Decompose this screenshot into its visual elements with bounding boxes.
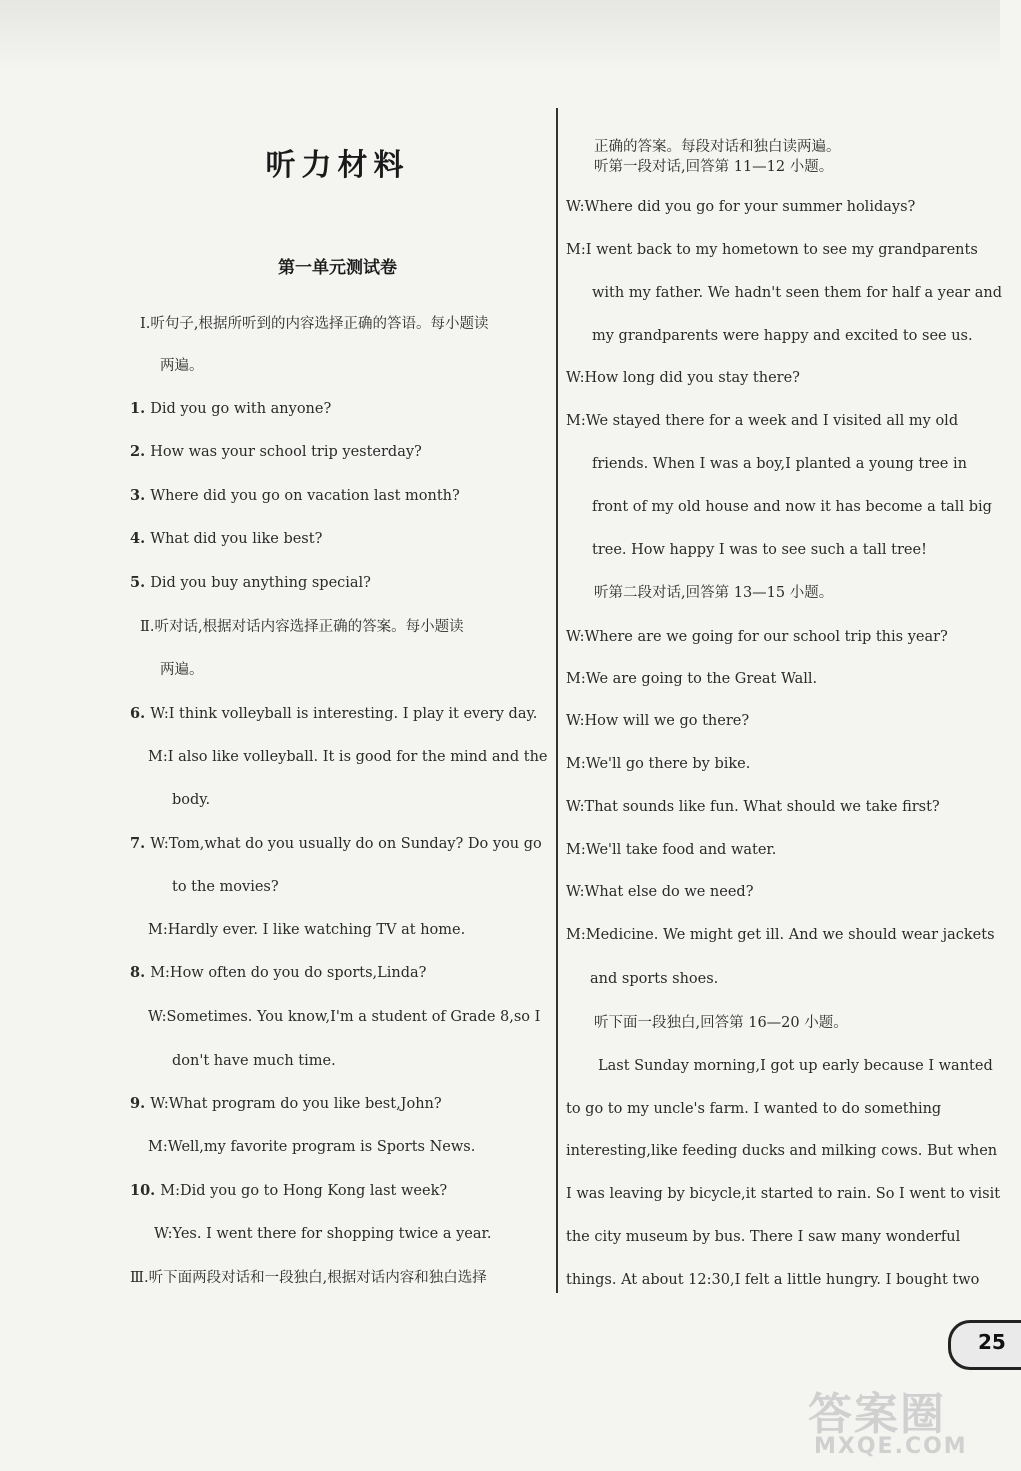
scan-top-edge (0, 0, 1000, 70)
question-number: 10. (130, 1182, 161, 1199)
question-number: 8. (130, 964, 151, 981)
line-text: W:What else do we need? (566, 884, 754, 900)
line-text: 两遍。 (160, 662, 204, 678)
line-text: 听第一段对话,回答第 11—12 小题。 (594, 159, 834, 175)
right-line (594, 583, 990, 603)
right-line (566, 840, 990, 860)
right-line (592, 326, 990, 346)
line-text: W:Sometimes. You know,I'm a student of Grade 8,so I (148, 1009, 541, 1025)
left-line (130, 963, 548, 983)
line-text: M:Hardly ever. I like watching TV at home. (148, 922, 466, 938)
line-text: W:Tom,what do you usually do on Sunday? Do you go (150, 836, 542, 852)
line-text: front of my old house and now it has become a tall big (592, 499, 992, 515)
question-number: 4. (130, 530, 151, 547)
left-line (130, 834, 548, 854)
left-line (148, 1007, 548, 1027)
line-text: W:I think volleyball is interesting. I play it every day. (150, 706, 538, 722)
right-line (566, 1184, 1001, 1204)
right-line (566, 411, 990, 431)
left-line (140, 617, 548, 637)
line-text: Last Sunday morning,I got up early because I wanted (598, 1058, 993, 1074)
line-text: Ⅲ.听下面两段对话和一段独白,根据对话内容和独白选择 (130, 1270, 487, 1286)
line-text: to the movies? (172, 879, 279, 895)
line-text: Ⅱ.听对话,根据对话内容选择正确的答案。每小题读 (140, 619, 464, 635)
line-text: 正确的答案。每段对话和独白读两遍。 (594, 139, 841, 155)
left-line (154, 1224, 548, 1244)
line-text: W:Where did you go for your summer holidays? (566, 199, 916, 215)
question-number: 5. (130, 574, 151, 591)
right-line (566, 240, 990, 260)
line-text: with my father. We hadn't seen them for half a year and (592, 285, 1002, 301)
question-number: 6. (130, 705, 151, 722)
right-line (566, 368, 990, 388)
left-line (172, 790, 548, 810)
right-line (592, 540, 990, 560)
right-line (566, 754, 990, 774)
right-line (566, 1227, 990, 1247)
line-text: interesting,like feeding ducks and milking cows. But when (566, 1143, 998, 1159)
right-line (592, 283, 1002, 303)
page-title: 听力材料 (265, 148, 410, 183)
line-text: W:Yes. I went there for shopping twice a year. (154, 1226, 492, 1242)
left-line (140, 314, 548, 334)
left-line (130, 529, 548, 549)
line-text: M:I went back to my hometown to see my grandparents (566, 242, 978, 258)
line-text: W:How long did you stay there? (566, 370, 800, 386)
right-line (566, 711, 990, 731)
line-text: Did you buy anything special? (150, 575, 371, 591)
right-line (566, 882, 990, 902)
line-text: 听第二段对话,回答第 13—15 小题。 (594, 585, 834, 601)
line-text: friends. When I was a boy,I planted a young tree in (592, 456, 967, 472)
line-text: body. (172, 792, 211, 808)
right-line (592, 497, 990, 517)
watermark-text: 答案圈 (808, 1389, 946, 1440)
line-text: W:How will we go there? (566, 713, 750, 729)
page-number: 25 (978, 1330, 1006, 1354)
question-number: 1. (130, 400, 151, 417)
line-text: M:We stayed there for a week and I visited all my old (566, 413, 959, 429)
line-text: things. At about 12:30,I felt a little hungry. I bought two (566, 1272, 980, 1288)
line-text: don't have much time. (172, 1053, 336, 1069)
line-text: M:Did you go to Hong Kong last week? (160, 1183, 448, 1199)
question-number: 3. (130, 487, 151, 504)
left-line (130, 573, 548, 593)
line-text: to go to my uncle's farm. I wanted to do something (566, 1101, 942, 1117)
line-text: I was leaving by bicycle,it started to rain. So I went to visit (566, 1186, 1001, 1202)
right-line (590, 969, 990, 989)
question-number: 9. (130, 1095, 151, 1112)
left-line (130, 486, 548, 506)
left-line (148, 1137, 548, 1157)
left-line (130, 399, 548, 419)
right-line (566, 925, 995, 945)
line-text: How was your school trip yesterday? (150, 444, 422, 460)
right-line (594, 157, 990, 177)
right-line (566, 1141, 998, 1161)
line-text: What did you like best? (150, 531, 323, 547)
line-text: M:How often do you do sports,Linda? (150, 965, 427, 981)
column-divider (556, 108, 558, 1293)
left-line (160, 660, 548, 680)
right-line (592, 454, 990, 474)
line-text: Where did you go on vacation last month? (150, 488, 460, 504)
line-text: tree. How happy I was to see such a tall tree! (592, 542, 927, 558)
line-text: M:We are going to the Great Wall. (566, 671, 818, 687)
line-text: M:We'll go there by bike. (566, 756, 751, 772)
right-line (566, 1270, 990, 1290)
left-line (130, 442, 548, 462)
right-line (566, 797, 990, 817)
right-line (566, 197, 990, 217)
watermark-logo (808, 1378, 998, 1468)
left-line (172, 877, 548, 897)
right-line (566, 669, 990, 689)
watermark-url: MXQE.COM (814, 1434, 968, 1459)
line-text: M:We'll take food and water. (566, 842, 777, 858)
line-text: 听下面一段独白,回答第 16—20 小题。 (594, 1015, 848, 1031)
left-line (172, 1051, 548, 1071)
line-text: 两遍。 (160, 358, 204, 374)
line-text: M:I also like volleyball. It is good for the mind and the (148, 749, 548, 765)
line-text: and sports shoes. (590, 971, 719, 987)
line-text: W:Where are we going for our school trip this year? (566, 629, 948, 645)
right-line (566, 1099, 990, 1119)
line-text: Did you go with anyone? (150, 401, 332, 417)
left-line (130, 704, 548, 724)
line-text: W:That sounds like fun. What should we take first? (566, 799, 940, 815)
right-line (594, 137, 990, 157)
line-text: M:Well,my favorite program is Sports News. (148, 1139, 476, 1155)
line-text: the city museum by bus. There I saw many wonderful (566, 1229, 961, 1245)
left-line (130, 1181, 548, 1201)
right-line (594, 1013, 990, 1033)
right-line (598, 1056, 993, 1076)
left-line (148, 920, 548, 940)
line-text: W:What program do you like best,John? (150, 1096, 442, 1112)
right-line (566, 627, 990, 647)
left-line (160, 356, 548, 376)
question-number: 2. (130, 443, 151, 460)
line-text: Ⅰ.听句子,根据所听到的内容选择正确的答语。每小题读 (140, 316, 489, 332)
line-text: my grandparents were happy and excited to see us. (592, 328, 973, 344)
left-line (130, 1094, 548, 1114)
question-number: 7. (130, 835, 151, 852)
left-line (148, 747, 548, 767)
unit-title: 第一单元测试卷 (278, 258, 397, 278)
line-text: M:Medicine. We might get ill. And we should wear jackets (566, 927, 995, 943)
left-line (130, 1268, 548, 1288)
